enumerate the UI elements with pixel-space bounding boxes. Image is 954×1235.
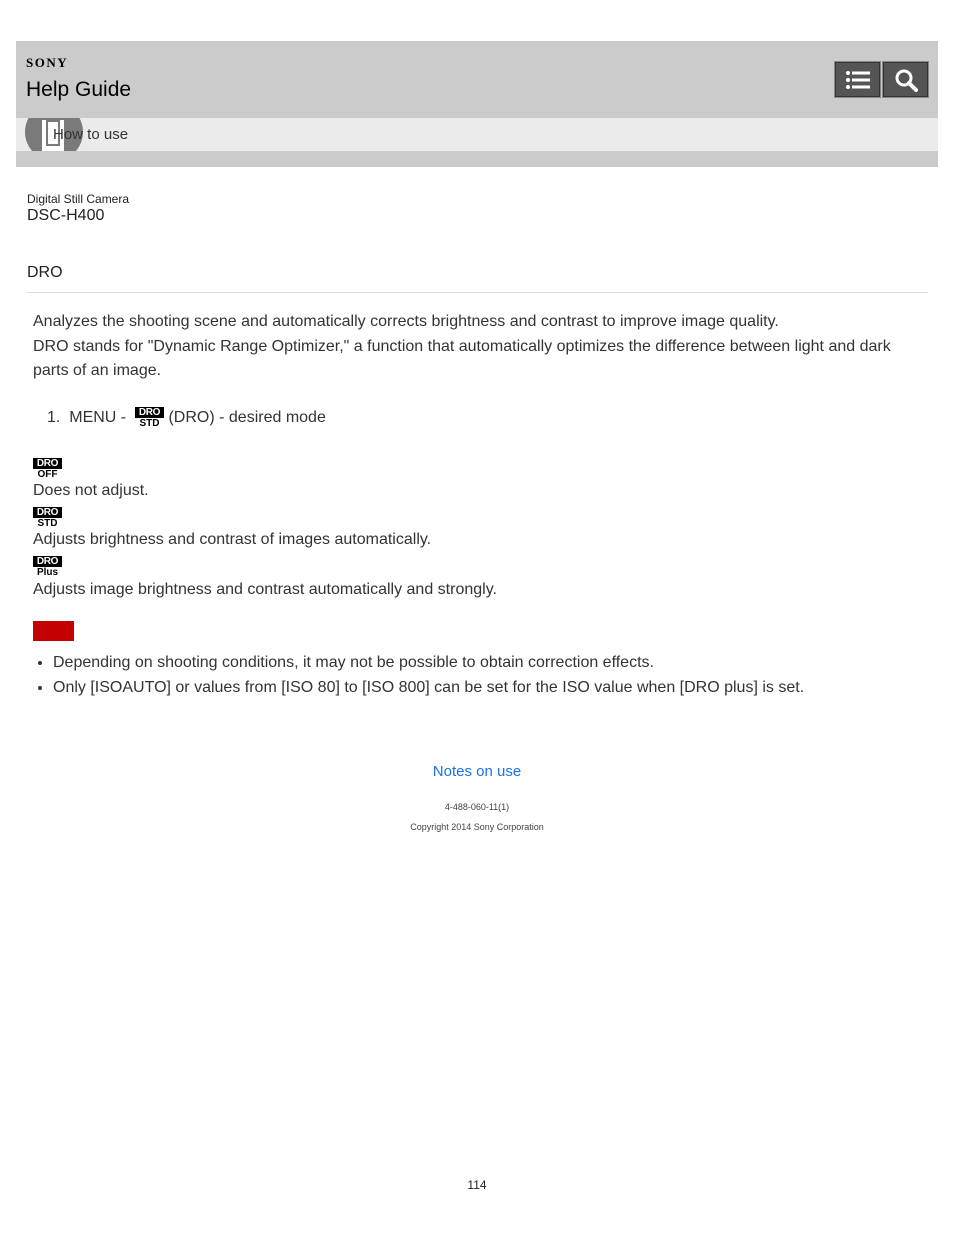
- menu-list-button[interactable]: [834, 61, 881, 98]
- search-icon: [894, 68, 918, 92]
- mode-std-desc: Adjusts brightness and contrast of images automatically.: [33, 531, 432, 548]
- list-item: • Only [ISOAUTO] or values from [ISO 80] to [ISO 800] can be set for the ISO value when [DRO plus] is set.: [53, 675, 804, 700]
- sony-logo: SONY: [26, 55, 69, 70]
- breadcrumb-how-to-use[interactable]: How to use: [53, 126, 129, 143]
- document-code: 4-488-060-11(1): [444, 802, 510, 812]
- breadcrumb: [16, 118, 938, 151]
- step-desc-text: (DRO) - desired mode: [164, 409, 326, 426]
- topic-heading: DRO: [27, 264, 63, 281]
- heading-divider: [27, 292, 928, 293]
- search-button[interactable]: [882, 61, 929, 98]
- list-icon: [845, 69, 871, 91]
- note-flag: [33, 621, 74, 641]
- step-menu-text: MENU -: [69, 409, 131, 426]
- header-divider-band: [16, 151, 938, 167]
- dro-std-icon: DRO STD: [135, 407, 164, 429]
- list-item: • Depending on shooting conditions, it may not be possible to obtain correction effects.: [53, 650, 804, 675]
- mode-off-desc: Does not adjust.: [33, 482, 149, 499]
- mode-plus-desc: Adjusts image brightness and contrast automatically and strongly.: [33, 581, 497, 598]
- notes-list: [33, 650, 804, 700]
- copyright: Copyright 2014 Sony Corporation: [410, 822, 544, 832]
- page-number: 114: [467, 1178, 487, 1192]
- dro-off-icon: DRO OFF: [33, 458, 62, 480]
- intro-text: [33, 310, 913, 384]
- step-number: 1.: [47, 409, 61, 426]
- product-category: Digital Still Camera: [27, 192, 130, 206]
- header-buttons: [833, 61, 929, 98]
- product-model: DSC-H400: [27, 207, 105, 224]
- header-bar: [16, 41, 938, 118]
- notes-on-use-link[interactable]: Notes on use: [432, 763, 522, 780]
- dro-plus-icon: DRO Plus: [33, 556, 62, 578]
- intro-line-2: DRO stands for "Dynamic Range Optimizer," a function that automatically optimizes the difference between light and dark parts of an image.: [33, 337, 891, 379]
- page-title: Help Guide: [26, 78, 132, 101]
- intro-line-1: Analyzes the shooting scene and automatically corrects brightness and contrast to improve image quality.: [33, 313, 779, 330]
- step-1: [47, 407, 326, 429]
- dro-std-icon: DRO STD: [33, 507, 62, 529]
